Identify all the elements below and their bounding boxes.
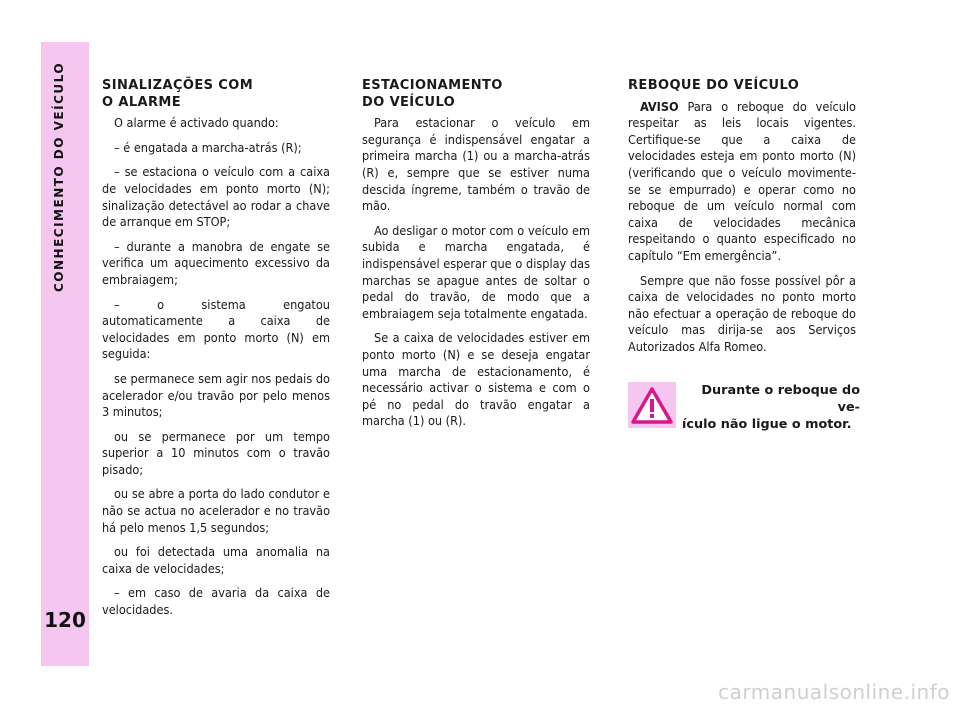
warning-text	[682, 382, 860, 433]
paragraph: – é engatada a marcha-atrás (R);	[114, 139, 302, 155]
paragraph: – durante a manobra de engate se verifica um aquecimento excessivo da embraiagem;	[102, 238, 330, 287]
paragraph: Para estacionar o veículo em segurança é indispensável engatar a primeira marcha (1) ou a marcha-atrás (R) e, sempre que se estiver numa descida íngreme, também o travão de mão.	[362, 115, 590, 214]
heading-parking-line1: ESTACIONAMENTO	[362, 78, 503, 93]
heading-parking	[362, 78, 590, 111]
column-towing	[628, 78, 856, 364]
warning-line1: Durante o reboque do ve-	[701, 383, 860, 415]
section-title: CONHECIMENTO DO VEÍCULO	[52, 61, 66, 292]
paragraph: O alarme é activado quando:	[114, 115, 279, 131]
aviso-label: AVISO	[640, 98, 679, 114]
paragraph: – o sistema engatou automaticamente a caixa de velocidades em ponto morto (N) em seguida:	[102, 296, 330, 362]
paragraph-aviso	[628, 99, 856, 265]
paragraph: ou foi detectada uma anomalia na caixa de velocidades;	[102, 544, 330, 576]
warning-line2: ículo não ligue o motor.	[682, 417, 852, 432]
paragraph: Ao desligar o motor com o veículo em subida e marcha engatada, é indispensável esperar que o display das marchas se apague antes de soltar o pedal do travão, de modo que a embraiagem seja totalmente engatada.	[362, 222, 590, 321]
column-alarm-signals	[102, 78, 330, 627]
column-parking	[362, 78, 590, 438]
paragraph: Sempre que não fosse possível pôr a caixa de velocidades no ponto morto não efectuar a operação de reboque do veículo mas dirija-se aos Serviços Autorizados Alfa Romeo.	[628, 272, 856, 354]
paragraph: ou se permanece por um tempo superior a 10 minutos com o travão pisado;	[102, 428, 330, 477]
heading-towing: REBOQUE DO VEÍCULO	[628, 78, 800, 93]
aviso-text: Para o reboque do veículo respeitar as leis locais vigentes. Certifique-se que a caixa de velocidades esteja em ponto morto (N) (verificando que o veículo movimente-se se empurrado) e operar como no reboque de um veículo normal com caixa de velocidades mecânica respeitando o quanto especificado no capítulo “Em emergência”.	[628, 98, 856, 263]
paragraph: – em caso de avaria da caixa de velocidades.	[102, 585, 330, 618]
heading-alarm	[102, 78, 330, 111]
warning-box	[628, 382, 860, 432]
heading-parking-line2: DO VEÍCULO	[362, 94, 456, 110]
page-number: 120	[44, 608, 86, 632]
paragraph: – se estaciona o veículo com a caixa de velocidades em ponto morto (N); sinalização detectável ao rodar a chave de arranque em STOP;	[102, 164, 330, 230]
paragraph: se permanece sem agir nos pedais do acelerador e/ou travão por pelo menos 3 minutos;	[102, 370, 330, 420]
heading-alarm-line1: SINALIZAÇÕES COM	[102, 78, 254, 93]
warning-triangle-icon	[628, 382, 676, 428]
heading-alarm-line2: O ALARME	[102, 94, 182, 110]
watermark: carmanualsonline.info	[718, 680, 950, 704]
paragraph: ou se abre a porta do lado condutor e não se actua no acelerador e no travão há pelo menos 1,5 segundos;	[102, 486, 330, 535]
paragraph: Se a caixa de velocidades estiver em ponto morto (N) e se deseja engatar uma marcha de estacionamento, é necessário activar o sistema e com o pé no pedal do travão engatar a marcha (1) ou (R).	[362, 330, 590, 429]
